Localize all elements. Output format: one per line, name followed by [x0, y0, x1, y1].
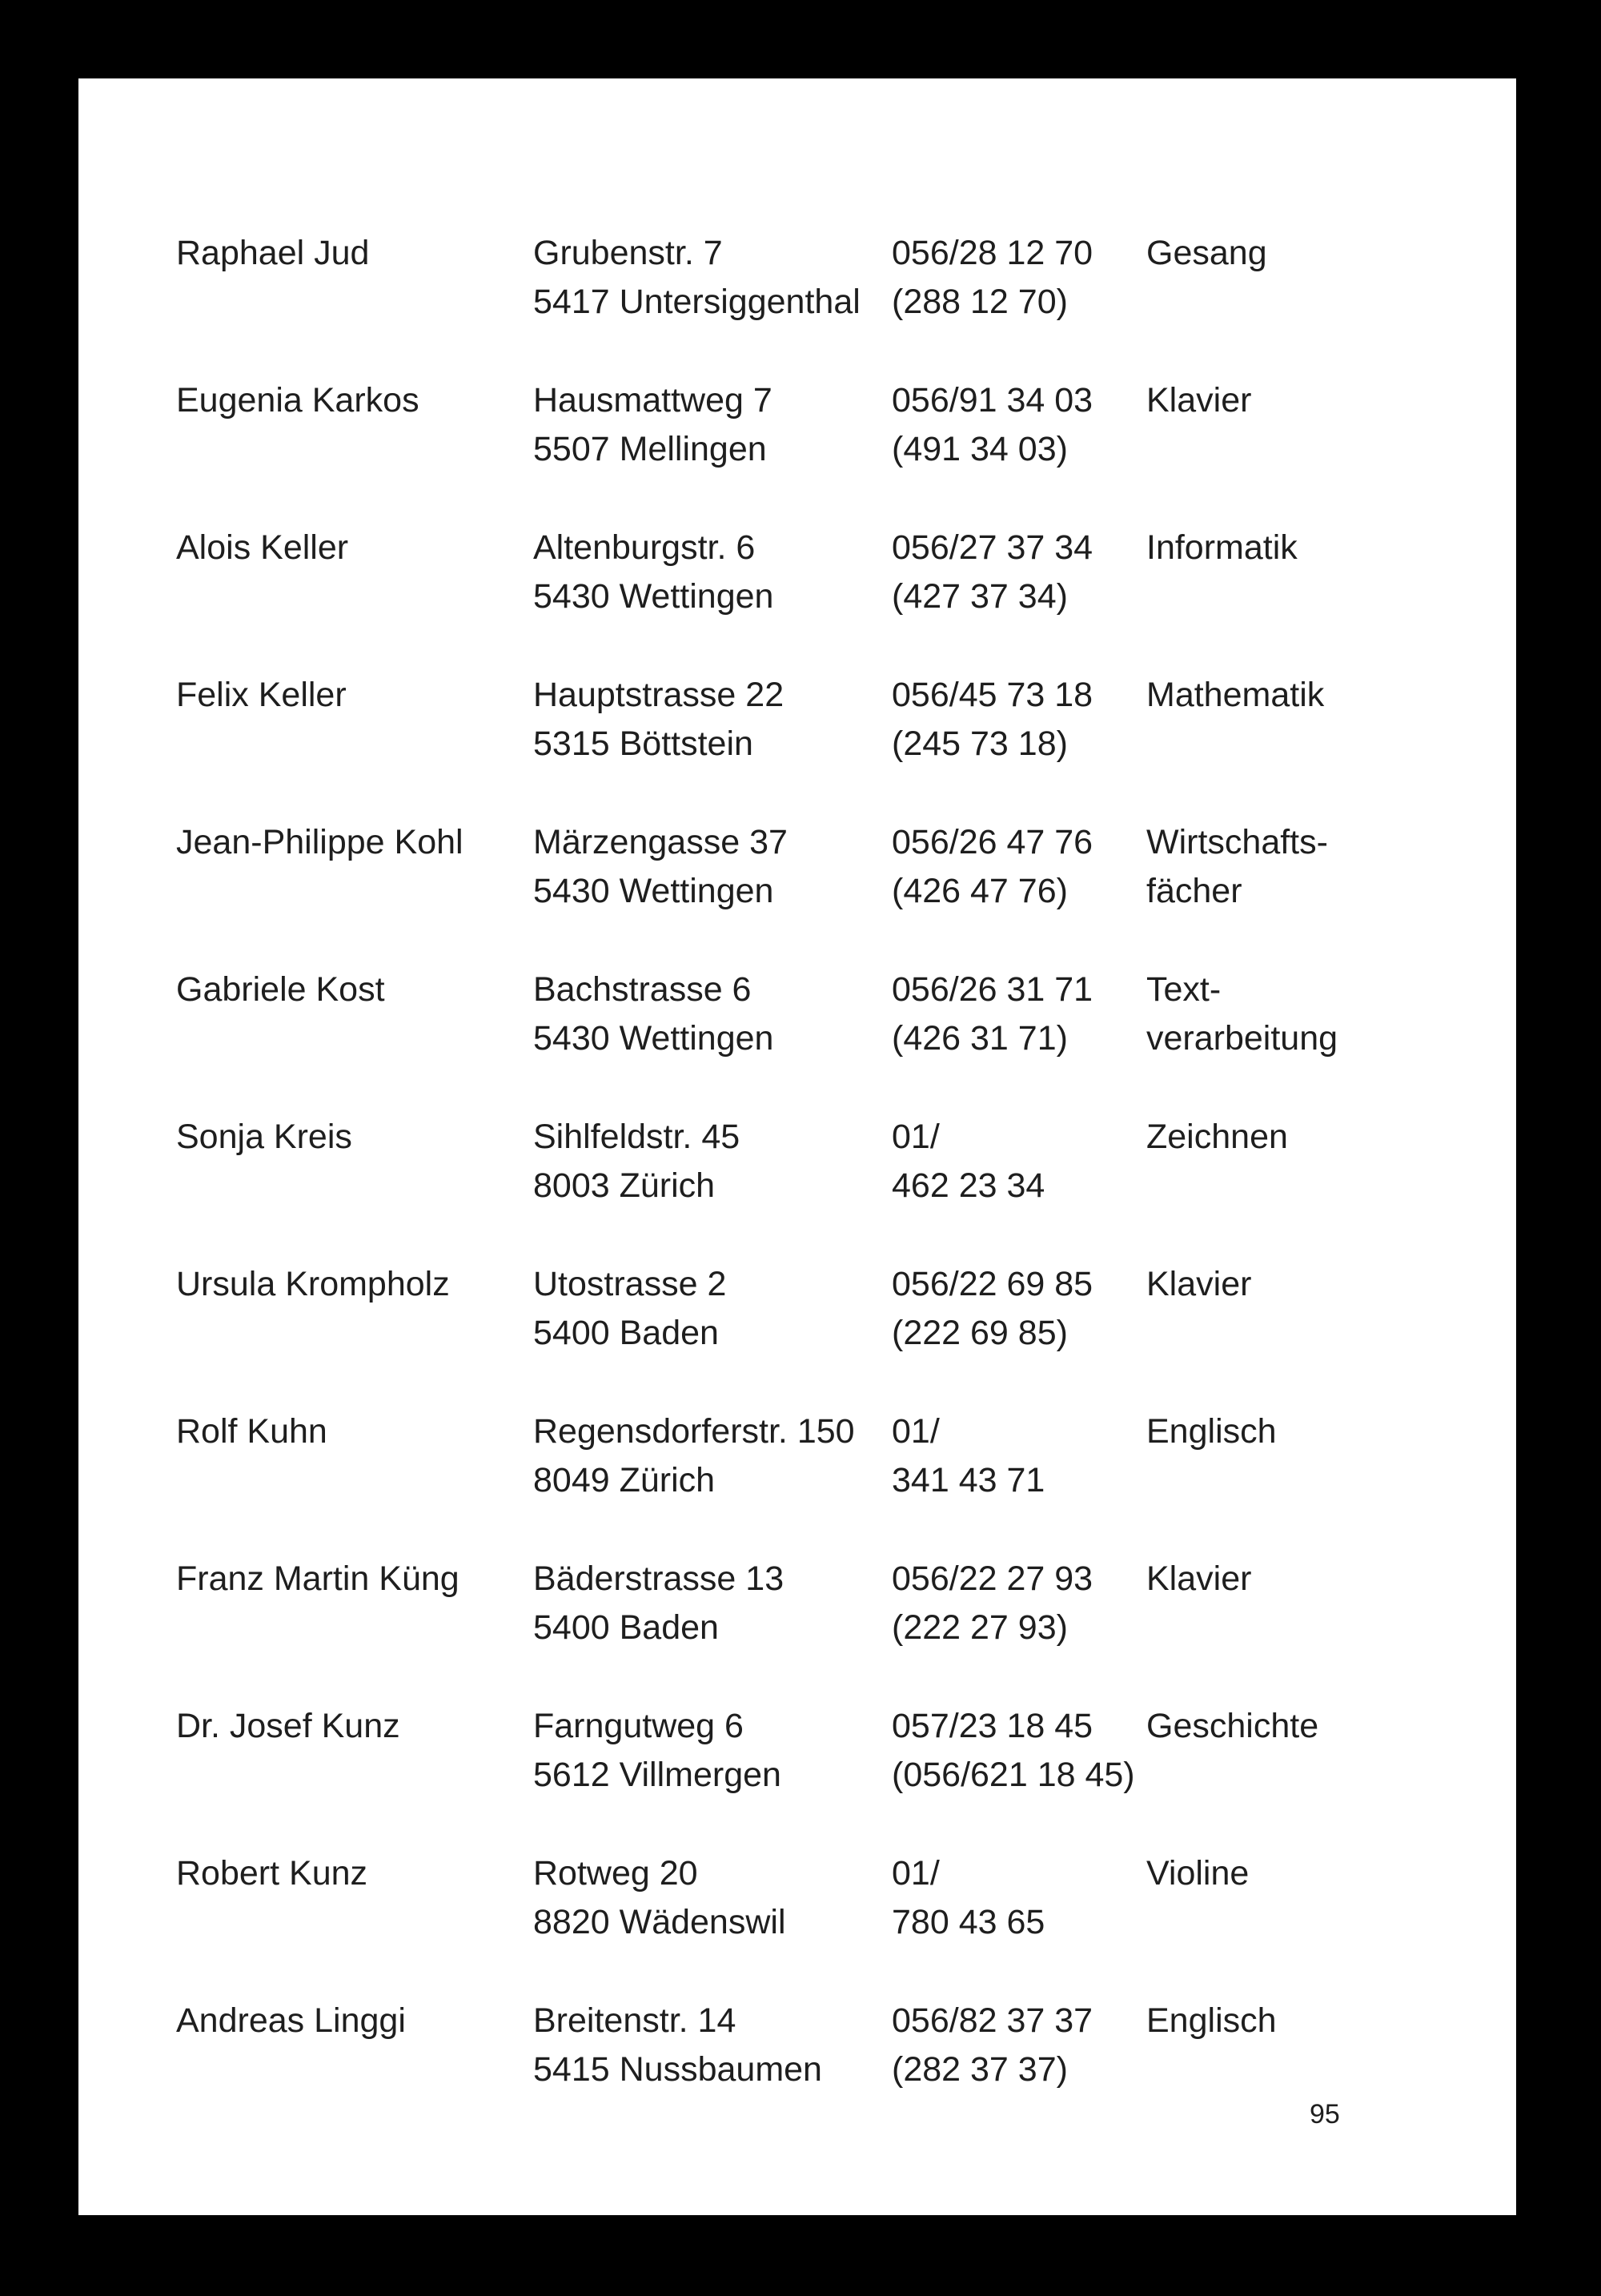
person-name: Alois Keller [176, 528, 349, 567]
address [533, 1260, 726, 1358]
subject-label: Wirtschafts- [1146, 823, 1328, 861]
phone-number-alt: 780 43 65 [892, 1903, 1045, 1941]
city: 5612 Villmergen [533, 1756, 781, 1794]
person-name: Jean-Philippe Kohl [176, 823, 463, 861]
person-name: Rolf Kuhn [176, 1412, 327, 1451]
phone-number-alt: (056/621 18 45) [892, 1756, 1135, 1794]
address [533, 1849, 786, 1947]
directory-entry [78, 1555, 1516, 1659]
phone-number-alt: 341 43 71 [892, 1461, 1045, 1499]
person-name: Andreas Linggi [176, 2001, 406, 2040]
phone-number: 056/26 47 76 [892, 823, 1093, 861]
directory-entry [78, 1260, 1516, 1364]
person-name: Franz Martin Küng [176, 1559, 459, 1598]
street: Hausmattweg 7 [533, 381, 772, 419]
person-name: Raphael Jud [176, 234, 370, 272]
phone [892, 524, 1093, 621]
directory-entry [78, 965, 1516, 1070]
address [533, 1555, 784, 1652]
directory-entry [78, 1407, 1516, 1511]
address [533, 671, 784, 769]
address [533, 229, 861, 327]
directory-entry [78, 1113, 1516, 1217]
street: Hauptstrasse 22 [533, 676, 784, 714]
subject-label: Klavier [1146, 1265, 1252, 1303]
directory-entry [78, 1849, 1516, 1953]
address [533, 1113, 740, 1210]
phone-number-alt: (426 47 76) [892, 872, 1068, 910]
phone [892, 1997, 1093, 2094]
phone-number: 057/23 18 45 [892, 1707, 1093, 1745]
subject-label: Zeichnen [1146, 1118, 1288, 1156]
subject [1146, 1260, 1251, 1309]
phone-number: 056/26 31 71 [892, 970, 1093, 1009]
subject-label: Informatik [1146, 528, 1298, 567]
phone [892, 1113, 1045, 1210]
phone [892, 229, 1093, 327]
phone-number-alt: (491 34 03) [892, 430, 1068, 468]
subject [1146, 1702, 1318, 1751]
city: 8003 Zürich [533, 1166, 716, 1205]
subject [1146, 524, 1298, 572]
person-name: Ursula Krompholz [176, 1265, 450, 1303]
directory-entry [78, 818, 1516, 922]
subject [1146, 818, 1328, 916]
city: 5417 Untersiggenthal [533, 283, 861, 321]
subject [1146, 1407, 1277, 1456]
subject [1146, 671, 1324, 720]
street: Bachstrasse 6 [533, 970, 752, 1009]
address [533, 965, 773, 1063]
person-name: Eugenia Karkos [176, 381, 419, 419]
phone-number: 056/28 12 70 [892, 234, 1093, 272]
city: 5430 Wettingen [533, 577, 774, 616]
subject-label: Englisch [1146, 2001, 1277, 2040]
city: 5430 Wettingen [533, 1019, 774, 1058]
directory-entry [78, 524, 1516, 628]
phone [892, 818, 1093, 916]
subject [1146, 1849, 1249, 1898]
phone-number: 056/82 37 37 [892, 2001, 1093, 2040]
document-page [78, 78, 1516, 2215]
street: Regensdorferstr. 150 [533, 1412, 855, 1451]
street: Sihlfeldstr. 45 [533, 1118, 740, 1156]
phone [892, 1260, 1093, 1358]
directory-entry [78, 229, 1516, 333]
subject-label: Geschichte [1146, 1707, 1319, 1745]
phone-number-alt: (427 37 34) [892, 577, 1068, 616]
street: Märzengasse 37 [533, 823, 788, 861]
subject-label-cont: fächer [1146, 872, 1242, 910]
street: Farngutweg 6 [533, 1707, 744, 1745]
phone [892, 1702, 1135, 1800]
street: Utostrasse 2 [533, 1265, 727, 1303]
subject [1146, 965, 1338, 1063]
address [533, 818, 788, 916]
street: Breitenstr. 14 [533, 2001, 736, 2040]
subject [1146, 229, 1267, 278]
phone [892, 671, 1093, 769]
subject-label: Klavier [1146, 381, 1252, 419]
phone-number-alt: (282 37 37) [892, 2050, 1068, 2089]
person-name: Gabriele Kost [176, 970, 385, 1009]
subject-label: Text- [1146, 970, 1222, 1009]
person-name: Dr. Josef Kunz [176, 1707, 400, 1745]
subject-label: Violine [1146, 1854, 1250, 1893]
address [533, 1407, 855, 1505]
directory-entry [78, 671, 1516, 775]
phone-number: 056/27 37 34 [892, 528, 1093, 567]
subject [1146, 376, 1251, 425]
phone-number-alt: (426 31 71) [892, 1019, 1068, 1058]
phone-number-alt: (222 69 85) [892, 1314, 1068, 1352]
phone-number-alt: 462 23 34 [892, 1166, 1045, 1205]
city: 8820 Wädenswil [533, 1903, 786, 1941]
subject-label: Klavier [1146, 1559, 1252, 1598]
street: Altenburgstr. 6 [533, 528, 756, 567]
phone-number-alt: (288 12 70) [892, 283, 1068, 321]
directory-entry [78, 1997, 1516, 2101]
city: 5400 Baden [533, 1314, 719, 1352]
address [533, 376, 772, 474]
phone-number: 056/45 73 18 [892, 676, 1093, 714]
phone-number: 056/22 27 93 [892, 1559, 1093, 1598]
directory-entry [78, 376, 1516, 480]
subject [1146, 1997, 1277, 2045]
phone-number: 01/ [892, 1118, 940, 1156]
phone-number-alt: (222 27 93) [892, 1608, 1068, 1647]
city: 5507 Mellingen [533, 430, 767, 468]
person-name: Sonja Kreis [176, 1118, 352, 1156]
person-name: Robert Kunz [176, 1854, 368, 1893]
directory-entry [78, 1702, 1516, 1806]
street: Grubenstr. 7 [533, 234, 723, 272]
city: 5430 Wettingen [533, 872, 774, 910]
subject [1146, 1113, 1288, 1162]
street: Rotweg 20 [533, 1854, 698, 1893]
subject-label: Englisch [1146, 1412, 1277, 1451]
street: Bäderstrasse 13 [533, 1559, 784, 1598]
person-name: Felix Keller [176, 676, 347, 714]
subject [1146, 1555, 1251, 1604]
city: 5400 Baden [533, 1608, 719, 1647]
city: 5415 Nussbaumen [533, 2050, 822, 2089]
address [533, 1702, 781, 1800]
phone [892, 1407, 1045, 1505]
address [533, 524, 773, 621]
subject-label: Mathematik [1146, 676, 1325, 714]
phone-number: 01/ [892, 1412, 940, 1451]
address [533, 1997, 822, 2094]
phone-number: 01/ [892, 1854, 940, 1893]
page-number: 95 [1310, 2099, 1340, 2129]
city: 8049 Zürich [533, 1461, 716, 1499]
subject-label-cont: verarbeitung [1146, 1019, 1338, 1058]
phone [892, 1849, 1045, 1947]
phone-number-alt: (245 73 18) [892, 725, 1068, 763]
subject-label: Gesang [1146, 234, 1267, 272]
phone-number: 056/22 69 85 [892, 1265, 1093, 1303]
phone [892, 1555, 1093, 1652]
phone-number: 056/91 34 03 [892, 381, 1093, 419]
phone [892, 376, 1093, 474]
phone [892, 965, 1093, 1063]
city: 5315 Böttstein [533, 725, 753, 763]
